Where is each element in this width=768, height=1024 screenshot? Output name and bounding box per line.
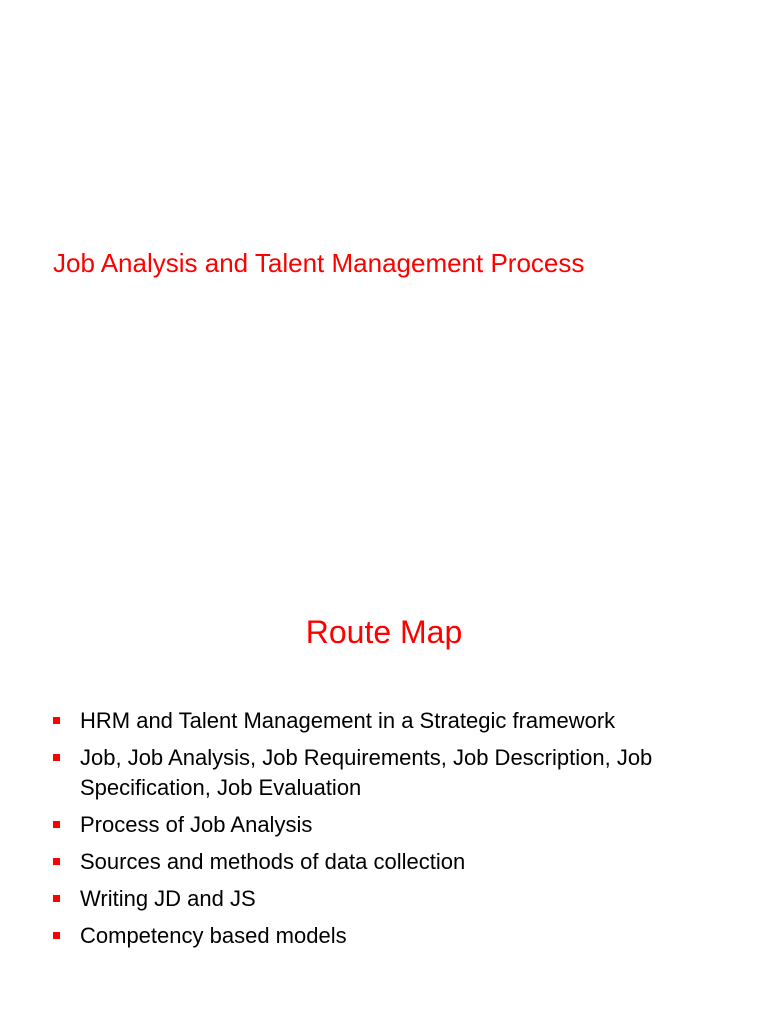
square-bullet-icon <box>53 754 60 761</box>
list-item <box>52 810 742 840</box>
list-item-text: Competency based models <box>80 923 347 948</box>
square-bullet-icon <box>53 717 60 724</box>
slide-title: Job Analysis and Talent Management Process <box>53 248 585 278</box>
list-item-text: HRM and Talent Management in a Strategic framework <box>80 708 616 733</box>
square-bullet-icon <box>53 821 60 828</box>
list-item <box>52 743 742 803</box>
list-item <box>52 847 742 877</box>
list-item <box>52 884 742 914</box>
list-item-text: Writing JD and JS <box>80 886 256 911</box>
route-map-heading: Route Map <box>305 614 463 650</box>
list-item-text: Job, Job Analysis, Job Requirements, Job Description, Job Specification, Job Evaluation <box>80 745 653 800</box>
route-map-list <box>52 706 742 958</box>
list-item-text: Sources and methods of data collection <box>80 849 466 874</box>
square-bullet-icon <box>53 858 60 865</box>
list-item <box>52 706 742 736</box>
square-bullet-icon <box>53 932 60 939</box>
list-item <box>52 921 742 951</box>
square-bullet-icon <box>53 895 60 902</box>
list-item-text: Process of Job Analysis <box>80 812 313 837</box>
